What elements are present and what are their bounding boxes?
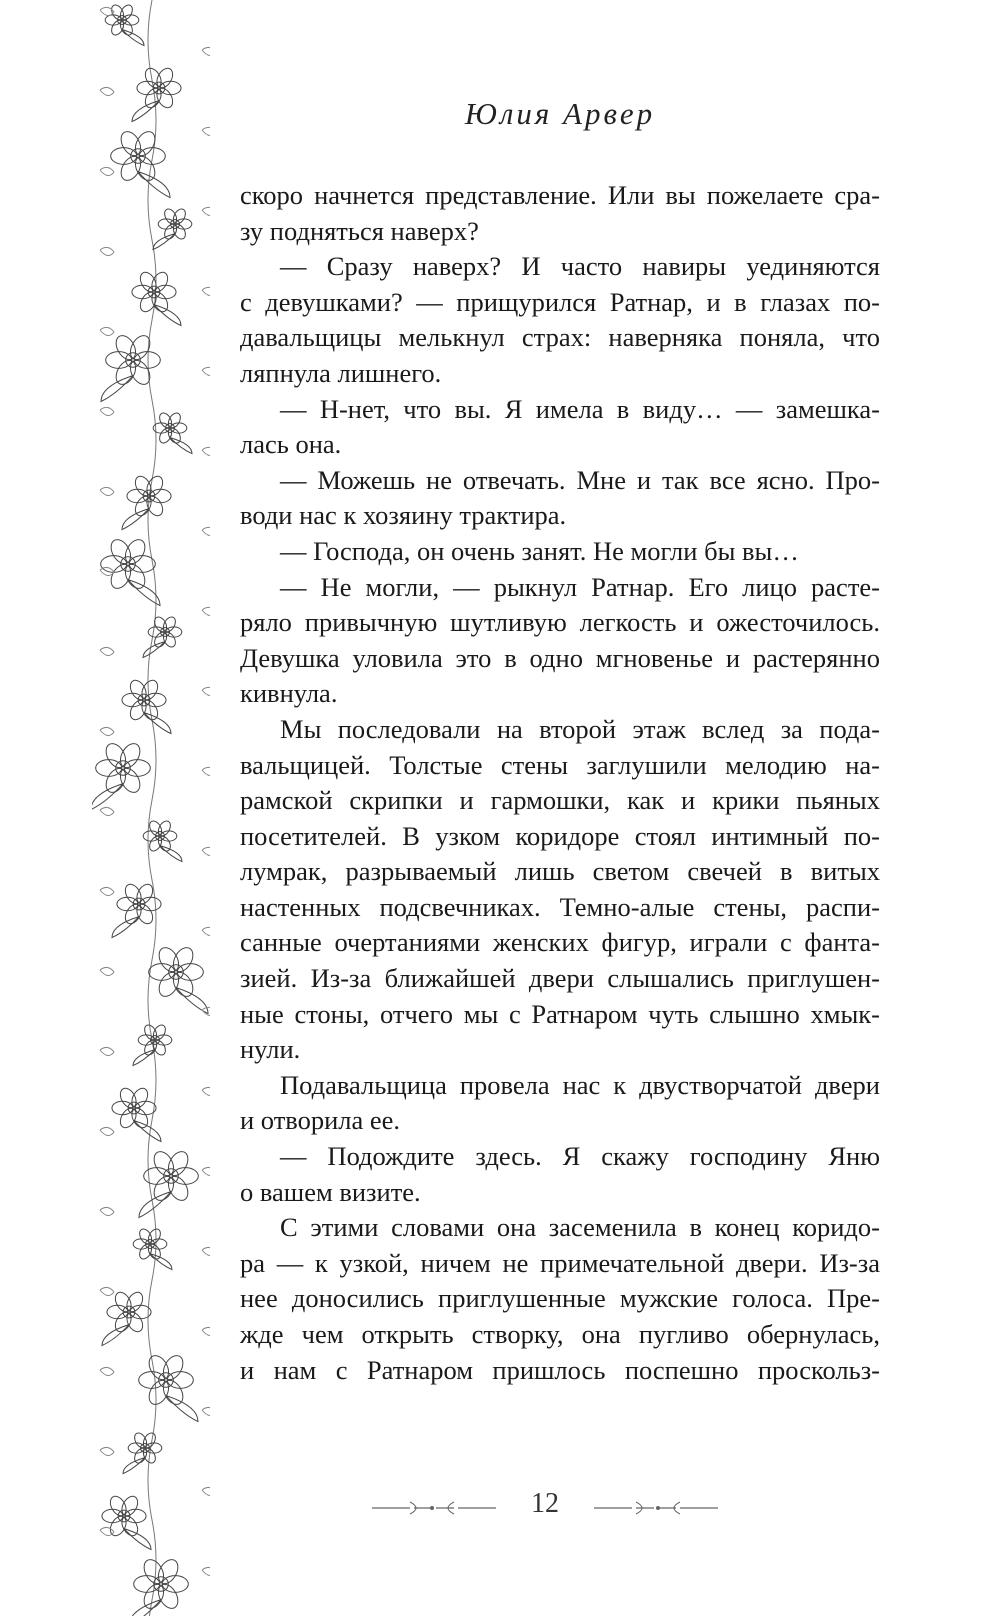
text-line: ра — к узкой, ничем не примечательной двери. Из-за — [240, 1247, 880, 1278]
text-line: Подавальщица провела нас к двустворчатой двери — [280, 1069, 880, 1100]
flower-ornament — [153, 207, 192, 250]
text-line: лась она. — [240, 429, 342, 460]
flower-ornament — [101, 536, 160, 605]
text-line: ряло привычную шутливую легкость и ожесточилось. — [240, 607, 880, 638]
floral-border-illustration — [92, 0, 210, 1616]
text-line: нее доносились приглушенные мужские голоса. Пре- — [240, 1283, 880, 1314]
text-line: и отворила ее. — [240, 1105, 401, 1136]
text-line: жде чем открыть створку, она пугливо обернулась, — [240, 1319, 880, 1349]
text-line: — Н-нет, что вы. Я имела в виду… — замешка- — [280, 393, 880, 424]
text-line: — Господа, он очень занят. Не могли бы вы… — [280, 535, 799, 566]
flower-ornament — [132, 66, 181, 122]
text-line: посетителей. В узком коридоре стоял интимный по- — [240, 820, 880, 851]
text-line: зу подняться наверх? — [240, 215, 479, 246]
flower-ornament — [139, 1352, 198, 1421]
flower-ornament — [102, 1290, 151, 1346]
text-line: — Подождите здесь. Я скажу господину Яню — [280, 1141, 880, 1172]
running-header-author: Юлия Арвер — [464, 96, 656, 131]
flower-ornament — [123, 1431, 162, 1474]
text-line: С этими словами она засеменила в конец коридо- — [280, 1212, 880, 1243]
text-line: лумрак, разрываемый лишь светом свечей в витых — [240, 856, 880, 887]
flower-ornament — [129, 1556, 188, 1616]
page-number: 12 — [531, 1488, 559, 1519]
text-line: — Можешь не отвечать. Мне и так все ясно. Про- — [280, 464, 880, 495]
flower-ornament — [143, 615, 182, 658]
text-line: с девушками? — прищурился Ратнар, и в глазах по- — [240, 286, 880, 317]
text-line: о вашем визите. — [240, 1176, 421, 1207]
page-body — [240, 178, 880, 1388]
flower-ornament — [111, 128, 170, 197]
text-line: скоро начнется представление. Или вы пожелаете сра- — [240, 180, 880, 210]
text-line: — Сразу наверх? И часто навиры уединяются — [280, 251, 880, 282]
text-line: — Не могли, — рыкнул Ратнар. Его лицо расте- — [280, 571, 880, 602]
text-line: ные стоны, отчего мы с Ратнаром чуть слышно хмык- — [240, 998, 880, 1029]
text-line: вальщицей. Толстые стены заглушили мелодию на- — [240, 749, 880, 780]
text-line: давальщицы мелькнул страх: наверняка поняла, что — [240, 322, 880, 353]
flower-ornament — [149, 944, 208, 1013]
page-footer — [370, 1488, 720, 1528]
text-line: санные очертаниями женских фигур, играли с фанта- — [240, 927, 880, 958]
text-line: Девушка уловила это в одно мгновенье и растерянно — [240, 642, 880, 673]
text-line: ляпнула лишнего. — [240, 357, 442, 388]
text-line: Мы последовали на второй этаж вслед за пода- — [280, 713, 880, 744]
flower-ornament — [122, 474, 171, 530]
text-line: нули. — [240, 1034, 301, 1065]
flower-ornament — [153, 411, 192, 454]
text-line: настенных подсвечниках. Темно-алые стены, распи- — [240, 891, 880, 922]
flower-ornament — [101, 332, 160, 401]
flower-ornament — [133, 1227, 172, 1270]
text-line: води нас к хозяину трактира. — [240, 500, 567, 531]
flower-ornament — [102, 1494, 151, 1550]
flower-ornament — [133, 1023, 172, 1066]
footer-ornament-right-icon — [590, 1498, 720, 1518]
text-line: и нам с Ратнаром пришлось поспешно проскольз- — [240, 1354, 880, 1385]
flower-ornament — [92, 740, 150, 809]
text-line: кивнула. — [240, 678, 338, 709]
flower-ornament — [122, 678, 171, 734]
text-line: зией. Из-за ближайшей двери слышались приглушен- — [240, 963, 880, 994]
text-line: рамской скрипки и гармошки, как и крики пьяных — [240, 785, 880, 816]
